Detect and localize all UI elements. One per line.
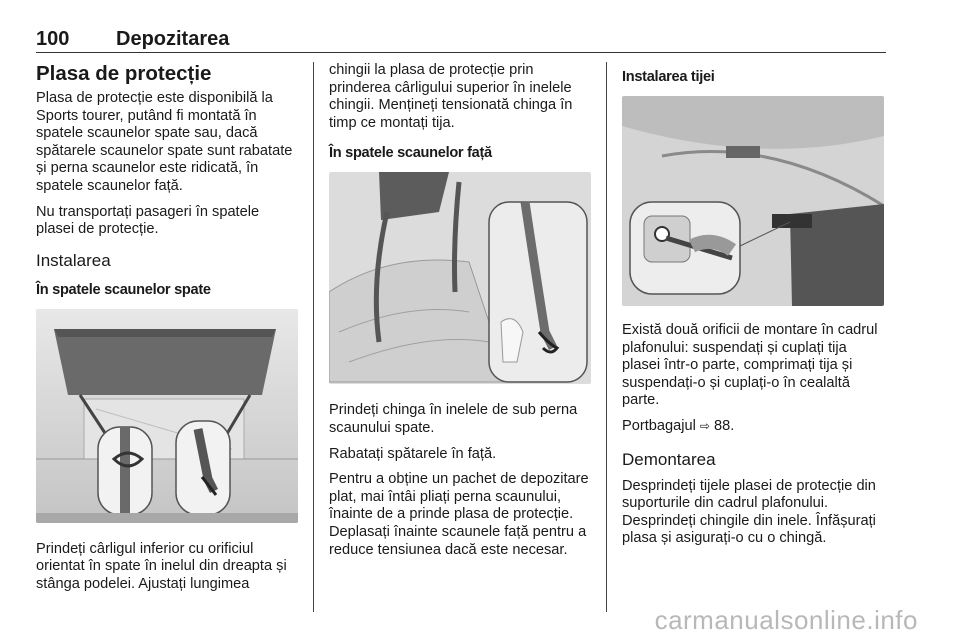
page-number: 100 <box>36 28 70 50</box>
watermark: carmanualsonline.info <box>654 605 918 635</box>
column-2 <box>329 62 595 567</box>
paragraph: Prindeți cârligul inferior cu orificiul orientat în spate în inelul din dreapta și stânga podelei. Ajustați lungimea <box>36 540 287 592</box>
subheading-front-seats: În spatele scaunelor față <box>329 145 492 162</box>
paragraph: Pentru a obține un pachet de depozitare plat, mai întâi pliați perna scaunului, înainte de a prinde plasa de protecție. Deplasați înainte scaunele față pentru a reduce tensiunea dacă este necesar. <box>329 471 589 558</box>
illustration-rod-installation <box>622 96 884 306</box>
cross-reference <box>622 418 888 436</box>
column-3 <box>622 62 888 556</box>
header-rule <box>36 52 886 53</box>
paragraph: Plasa de protecție este disponibilă la Sports tourer, putând fi montată în spatele scaunelor spate sau, dacă spătarele scaunelor spate sunt rabatate și perna scaunelor este ridicată, în spatele scaunelor față. <box>36 90 293 194</box>
illustration-front-seats <box>329 172 591 384</box>
subheading-rear-seats: În spatele scaunelor spate <box>36 281 211 298</box>
section-heading-removal: Demontarea <box>622 449 716 469</box>
cross-reference-text: Portbagajul <box>622 417 696 434</box>
subheading-rod-installation: Instalarea tijei <box>622 69 715 85</box>
page-header <box>36 28 886 52</box>
paragraph: Există două orificii de montare în cadrul plafonului: suspendați și cuplați tija plasei într-o parte, comprimați tija și suspendați-o și cuplați-o în cealaltă parte. <box>622 322 878 409</box>
column-divider-2 <box>606 62 607 612</box>
paragraph: Rabatați spătarele în față. <box>329 445 497 462</box>
column-divider-1 <box>313 62 314 612</box>
paragraph: Nu transportați pasageri în spatele plasei de protecție. <box>36 203 260 238</box>
page-reference[interactable]: 88. <box>714 417 735 434</box>
paragraph: Desprindeți tijele plasei de protecție din suporturile din cadrul plafonului. Desprindeți chingile din inele. Înfășurați plasa și asigurați-o cu o chingă. <box>622 477 876 547</box>
paragraph: Prindeți chinga în inelele de sub perna scaunului spate. <box>329 402 578 436</box>
column-1 <box>36 62 300 602</box>
section-title: Plasa de protecție <box>36 62 212 85</box>
paragraph: chingii la plasa de protecție prin prinderea cârligului superior în inelele chingii. Mențineți tensionată chinga în timp ce montați tija. <box>329 62 573 131</box>
illustration-rear-seats <box>36 309 298 523</box>
arrow-right-outline-icon: ⇨ <box>699 418 710 433</box>
chapter-title: Depozitarea <box>116 28 230 50</box>
section-heading-installation: Instalarea <box>36 250 111 270</box>
